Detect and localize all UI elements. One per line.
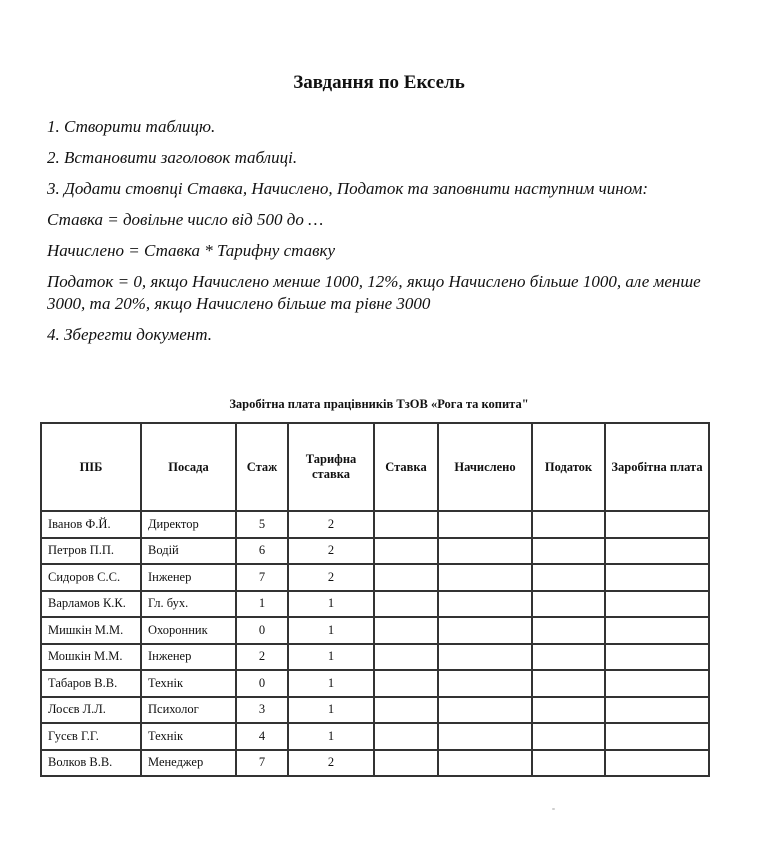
cell-rate xyxy=(374,617,438,644)
cell-position: Охоронник xyxy=(141,617,236,644)
cell-tariff: 1 xyxy=(288,723,374,750)
instruction-tax-formula: Податок = 0, якщо Начислено менше 1000, 12%, якщо Начислено більше 1000, але менше 3000, та 20%, якщо Начислено більше та рівне 3000 xyxy=(47,272,701,313)
header-experience: Стаж xyxy=(236,423,288,511)
cell-pib: Петров П.П. xyxy=(41,538,141,565)
cell-experience: 7 xyxy=(236,564,288,591)
header-pib: ПІБ xyxy=(41,423,141,511)
cell-experience: 4 xyxy=(236,723,288,750)
cell-position: Директор xyxy=(141,511,236,538)
cell-tax xyxy=(532,564,605,591)
cell-tax xyxy=(532,750,605,777)
cell-position: Водій xyxy=(141,538,236,565)
table-row xyxy=(41,644,709,671)
cell-rate xyxy=(374,723,438,750)
cell-rate xyxy=(374,564,438,591)
cell-salary xyxy=(605,723,709,750)
cell-rate xyxy=(374,670,438,697)
cell-accrued xyxy=(438,644,532,671)
cell-salary xyxy=(605,564,709,591)
cell-experience: 0 xyxy=(236,670,288,697)
cell-accrued xyxy=(438,697,532,724)
cell-pib: Мишкін М.М. xyxy=(41,617,141,644)
cell-rate xyxy=(374,591,438,618)
cell-salary xyxy=(605,617,709,644)
cell-tax xyxy=(532,538,605,565)
cell-rate xyxy=(374,538,438,565)
table-row xyxy=(41,564,709,591)
table-row xyxy=(41,697,709,724)
cell-tax xyxy=(532,670,605,697)
instruction-step-4: 4. Зберегти документ. xyxy=(47,325,212,344)
cell-experience: 0 xyxy=(236,617,288,644)
cell-salary xyxy=(605,538,709,565)
cell-pib: Сидоров С.С. xyxy=(41,564,141,591)
salary-table xyxy=(40,422,710,777)
header-tax: Податок xyxy=(532,423,605,511)
cell-tax xyxy=(532,617,605,644)
cell-position: Гл. бух. xyxy=(141,591,236,618)
cell-experience: 3 xyxy=(236,697,288,724)
document-title: Завдання по Ексель xyxy=(293,72,465,93)
cell-rate xyxy=(374,697,438,724)
table-row xyxy=(41,670,709,697)
cell-salary xyxy=(605,511,709,538)
header-accrued: Начислено xyxy=(438,423,532,511)
cell-position: Інженер xyxy=(141,644,236,671)
cell-tariff: 1 xyxy=(288,591,374,618)
cell-salary xyxy=(605,644,709,671)
header-position: Посада xyxy=(141,423,236,511)
scan-speck xyxy=(552,808,555,810)
table-header-row xyxy=(41,423,709,511)
header-tariff: Тарифна ставка xyxy=(288,423,374,511)
cell-tariff: 1 xyxy=(288,670,374,697)
cell-tariff: 1 xyxy=(288,644,374,671)
cell-pib: Варламов К.К. xyxy=(41,591,141,618)
cell-accrued xyxy=(438,538,532,565)
cell-salary xyxy=(605,670,709,697)
cell-accrued xyxy=(438,750,532,777)
cell-tariff: 2 xyxy=(288,750,374,777)
instruction-step-2: 2. Встановити заголовок таблиці. xyxy=(47,148,298,167)
instruction-step-3: 3. Додати стовпці Ставка, Начислено, Податок та заповнити наступним чином: xyxy=(47,179,649,198)
cell-experience: 6 xyxy=(236,538,288,565)
cell-salary xyxy=(605,697,709,724)
cell-accrued xyxy=(438,591,532,618)
cell-experience: 5 xyxy=(236,511,288,538)
table-row xyxy=(41,511,709,538)
cell-pib: Волков В.В. xyxy=(41,750,141,777)
instructions-list xyxy=(47,116,727,355)
table-row xyxy=(41,538,709,565)
cell-tariff: 2 xyxy=(288,511,374,538)
cell-salary xyxy=(605,591,709,618)
header-salary: Заробітна плата xyxy=(605,423,709,511)
cell-experience: 2 xyxy=(236,644,288,671)
cell-rate xyxy=(374,750,438,777)
cell-tax xyxy=(532,697,605,724)
cell-position: Менеджер xyxy=(141,750,236,777)
cell-tariff: 1 xyxy=(288,697,374,724)
cell-tax xyxy=(532,511,605,538)
cell-tax xyxy=(532,644,605,671)
cell-pib: Іванов Ф.Й. xyxy=(41,511,141,538)
cell-accrued xyxy=(438,617,532,644)
header-rate: Ставка xyxy=(374,423,438,511)
cell-accrued xyxy=(438,723,532,750)
cell-experience: 1 xyxy=(236,591,288,618)
instruction-step-1: 1. Створити таблицю. xyxy=(47,117,216,136)
cell-experience: 7 xyxy=(236,750,288,777)
cell-position: Технік xyxy=(141,670,236,697)
cell-accrued xyxy=(438,511,532,538)
cell-position: Технік xyxy=(141,723,236,750)
cell-accrued xyxy=(438,564,532,591)
cell-tax xyxy=(532,723,605,750)
instruction-rate-formula: Ставка = довільне число від 500 до … xyxy=(47,210,324,229)
cell-tariff: 2 xyxy=(288,564,374,591)
instruction-accrued-formula: Начислено = Ставка * Тарифну ставку xyxy=(47,241,336,260)
cell-pib: Табаров В.В. xyxy=(41,670,141,697)
cell-position: Психолог xyxy=(141,697,236,724)
cell-tariff: 2 xyxy=(288,538,374,565)
cell-pib: Гусєв Г.Г. xyxy=(41,723,141,750)
cell-accrued xyxy=(438,670,532,697)
table-caption: Заробітна плата працівників ТзОВ «Рога та копита" xyxy=(229,397,529,411)
table-row xyxy=(41,591,709,618)
cell-rate xyxy=(374,644,438,671)
cell-salary xyxy=(605,750,709,777)
table-row xyxy=(41,617,709,644)
table-row xyxy=(41,750,709,777)
cell-pib: Лосєв Л.Л. xyxy=(41,697,141,724)
table-row xyxy=(41,723,709,750)
cell-tariff: 1 xyxy=(288,617,374,644)
cell-tax xyxy=(532,591,605,618)
cell-pib: Мошкін М.М. xyxy=(41,644,141,671)
cell-rate xyxy=(374,511,438,538)
cell-position: Інженер xyxy=(141,564,236,591)
